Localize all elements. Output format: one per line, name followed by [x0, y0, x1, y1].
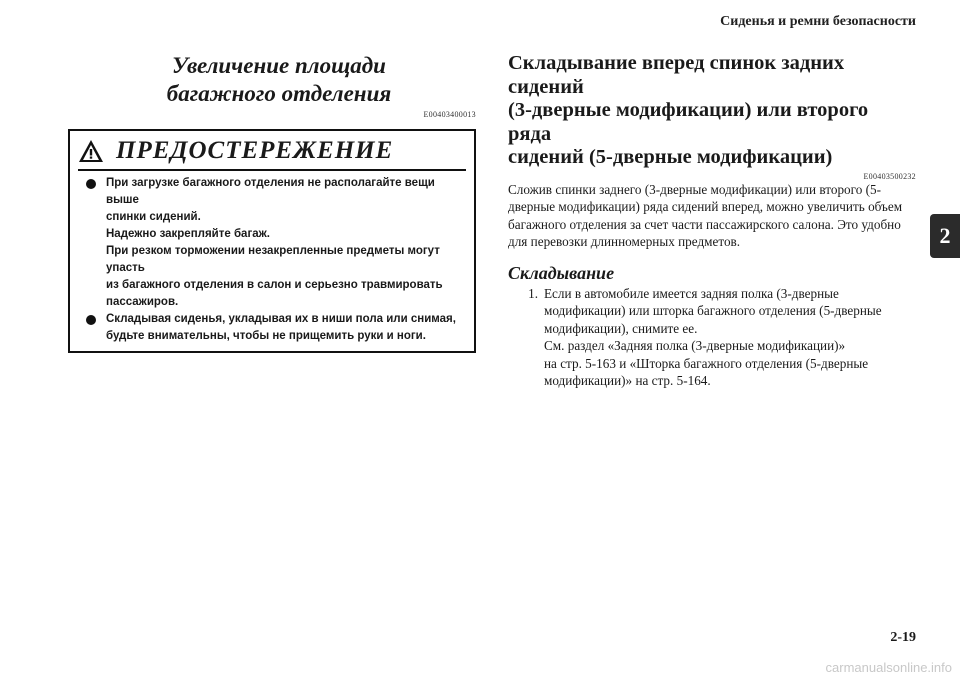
warning-line: будьте внимательны, чтобы не прищемить руки и ноги. — [106, 330, 426, 342]
warning-line: спинки сидений. — [106, 211, 201, 223]
paragraph-line: Сложив спинки заднего (3-дверные модификации) или второго (5- — [508, 181, 881, 197]
title-line: Увеличение площади — [172, 53, 386, 78]
watermark: carmanualsonline.info — [825, 660, 952, 675]
warning-line: Складывая сиденья, укладывая их в ниши пола или снимая, — [106, 313, 456, 325]
section-code: E00403500232 — [863, 171, 916, 181]
step-line: модификации)» на стр. 5-164. — [544, 373, 711, 388]
running-header: Сиденья и ремни безопасности — [720, 14, 916, 29]
step-line: на стр. 5-163 и «Шторка багажного отделения (5-дверные — [544, 355, 869, 371]
title-line: сидений (5-дверные модификации) — [508, 146, 833, 168]
step-line: модификации), снимите ее. — [544, 320, 698, 336]
warning-line: из багажного отделения в салон и серьезно травмировать — [106, 279, 443, 291]
warning-item — [86, 311, 464, 345]
warning-line: При загрузке багажного отделения не располагайте вещи выше — [106, 177, 435, 206]
section-title-right — [508, 52, 916, 170]
step-line: модификации) или шторка багажного отделения (5-дверные — [544, 303, 882, 318]
left-column — [68, 52, 476, 353]
warning-item — [86, 175, 464, 311]
paragraph-line: багажного отделения за счет части пассажирского салона. Это удобно — [508, 216, 901, 232]
warning-list — [70, 175, 474, 345]
step-line: См. раздел «Задняя полка (3-дверные модификации)» — [544, 338, 846, 353]
paragraph-line: для перевозки длинномерных предметов. — [508, 234, 741, 249]
section-code: E00403400013 — [423, 110, 476, 119]
page-number: 2-19 — [890, 630, 916, 645]
title-line: багажного отделения — [166, 81, 392, 106]
step-item — [508, 285, 916, 390]
bullet-icon — [86, 179, 96, 189]
step-text — [544, 285, 882, 390]
title-line: Складывание вперед спинок задних сидений — [508, 52, 845, 98]
warning-line: пассажиров. — [106, 296, 179, 308]
right-column — [508, 52, 916, 390]
step-number: 1. — [528, 285, 538, 301]
subheading: Складывание — [508, 262, 615, 283]
section-title-left — [82, 52, 476, 108]
warning-box — [68, 129, 476, 353]
intro-paragraph — [508, 181, 916, 251]
step-line: Если в автомобиле имеется задняя полка (3-дверные — [544, 285, 839, 301]
bullet-icon — [86, 315, 96, 325]
warning-line: При резком торможении незакрепленные предметы могут упасть — [106, 245, 440, 274]
warning-header — [78, 137, 466, 171]
paragraph-line: дверные модификации) ряда сидений вперед, можно увеличить объем — [508, 199, 903, 214]
warning-triangle-icon — [78, 139, 104, 163]
warning-title: ПРЕДОСТЕРЕЖЕНИЕ — [116, 137, 394, 164]
warning-line: Надежно закрепляйте багаж. — [106, 228, 270, 240]
chapter-tab: 2 — [930, 214, 960, 258]
title-line: (3-дверные модификации) или второго ряда — [508, 99, 869, 145]
